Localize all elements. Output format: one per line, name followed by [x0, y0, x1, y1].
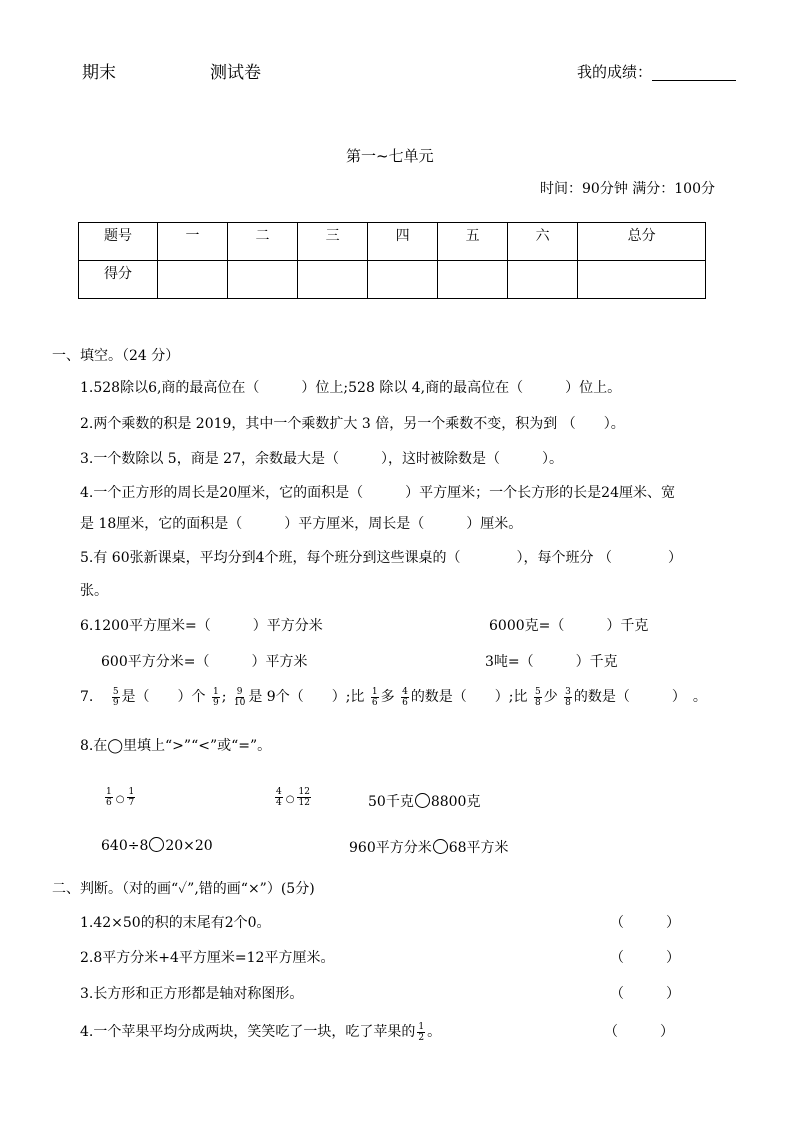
question-1-6b: 6000克=（ ）千克 [489, 618, 649, 634]
question-1-2: 2.两个乘数的积是 2019，其中一个乘数扩大 3 倍，另一个乘数不变，积为到 （ ）。 [80, 416, 625, 432]
q7-text: 少 [543, 689, 558, 705]
fraction: $\frac{4}{6}$ [402, 686, 408, 708]
compare-right: 8800克 [430, 794, 481, 810]
q7-text: 的数是（ ） 。 [573, 689, 707, 705]
q7-text: ; [221, 689, 227, 705]
score-table-row-score [79, 261, 706, 299]
compare-circle[interactable] [415, 793, 430, 808]
score-input-cell[interactable] [298, 261, 368, 299]
score-input-cell[interactable] [578, 261, 706, 299]
fraction: $\frac{5}{8}$ [534, 686, 541, 708]
score-cell: 六 [508, 223, 578, 261]
score-label: 我的成绩： [577, 63, 653, 81]
header-left-1: 期末 [82, 63, 116, 83]
score-input-cell[interactable] [508, 261, 578, 299]
fraction: $\frac{1}{2}$ [418, 1021, 425, 1043]
question-1-8: 8.在◯里填上“>”“<”或“=”。 [80, 738, 272, 754]
fraction: $\frac{1}{6}$ [371, 686, 378, 708]
score-cell: 五 [438, 223, 508, 261]
judge-2-answer[interactable]: （ ） [610, 950, 680, 966]
score-cell: 一 [158, 223, 228, 261]
score-cell: 四 [368, 223, 438, 261]
judge-1: 1.42×50的积的末尾有2个0。 [80, 915, 271, 931]
fraction: $\frac{4}{4}$ [276, 787, 282, 808]
fraction: $\frac{1}{6}$ [106, 787, 112, 808]
fraction: $\frac{5}{9}$ [112, 686, 119, 708]
judge-3-answer[interactable]: （ ） [610, 986, 680, 1002]
compare-right: 20×20 [165, 838, 213, 854]
score-table [78, 222, 706, 299]
q7-text: 多 [380, 689, 395, 705]
question-1-1: 1.528除以6,商的最高位在（ ）位上;528 除以 4,商的最高位在（ ）位上。 [80, 380, 622, 396]
question-1-5a: 5.有 60张新课桌，平均分到4个班，每个班分到这些课桌的（ ），每个班分 （ ） [80, 550, 682, 566]
question-1-5b: 张。 [80, 583, 108, 599]
time-info: 时间：90分钟 满分：100分 [540, 181, 715, 197]
section2-heading: 二、判断。（对的画“✓”,错的画“×”）(5分) [52, 881, 315, 897]
compare-1 [103, 787, 137, 808]
judge-3: 3.长方形和正方形都是轴对称图形。 [80, 986, 304, 1002]
fraction: $\frac{12}{12}$ [298, 787, 310, 808]
fraction: $\frac{1}{9}$ [213, 686, 219, 708]
q7-text: 是 9个（ ）;比 [248, 689, 365, 705]
compare-circle[interactable]: ○ [285, 793, 295, 805]
score-field [577, 61, 736, 82]
score-cell: 三 [298, 223, 368, 261]
fraction: $\frac{3}{8}$ [565, 686, 571, 708]
judge-2: 2.8平方分米+4平方厘米=12平方厘米。 [80, 950, 335, 966]
score-blank [652, 64, 736, 81]
page-title: 第一~七单元 [346, 147, 434, 165]
question-1-4b: 是 18厘米，它的面积是（ ）平方厘米，周长是（ ）厘米。 [80, 516, 523, 532]
score-input-cell[interactable] [228, 261, 298, 299]
question-1-3: 3.一个数除以 5，商是 27，余数最大是（ ），这时被除数是（ ）。 [80, 451, 563, 467]
compare-2 [273, 787, 313, 808]
score-input-cell[interactable] [158, 261, 228, 299]
judge-1-answer[interactable]: （ ） [610, 915, 680, 931]
compare-4 [101, 837, 213, 854]
score-cell: 总分 [578, 223, 706, 261]
judge-4-text: 4.一个苹果平均分成两块，笑笑吃了一块，吃了苹果的 [80, 1024, 416, 1040]
judge-4-end: 。 [427, 1024, 442, 1040]
question-1-4a: 4.一个正方形的周长是20厘米，它的面积是（ ）平方厘米；一个长方形的长是24厘米、宽 [80, 485, 675, 501]
question-1-6a: 6.1200平方厘米=（ ）平方分米 [80, 618, 323, 634]
score-cell: 二 [228, 223, 298, 261]
q7-text: 的数是（ ）;比 [410, 689, 528, 705]
question-1-6c: 600平方分米=（ ）平方米 [101, 654, 308, 670]
judge-4-answer[interactable]: （ ） [604, 1024, 674, 1040]
score-cell: 题号 [79, 223, 158, 261]
fraction: $\frac{1}{7}$ [128, 787, 135, 808]
judge-4 [80, 1021, 441, 1043]
compare-3 [368, 791, 480, 811]
compare-5 [349, 837, 509, 857]
score-cell: 得分 [79, 261, 158, 299]
q7-text: 是（ ）个 [121, 689, 206, 705]
compare-left: 50千克 [368, 794, 414, 810]
fraction: $\frac{9}{10}$ [233, 686, 246, 708]
q7-text: 7. [80, 689, 94, 705]
compare-circle[interactable] [433, 839, 448, 854]
compare-circle[interactable] [149, 837, 164, 852]
compare-left: 960平方分米 [349, 840, 432, 856]
question-1-7 [80, 686, 707, 708]
score-input-cell[interactable] [438, 261, 508, 299]
section1-heading: 一、填空。（24 分） [52, 348, 180, 364]
compare-left: 640÷8 [101, 838, 149, 854]
compare-right: 68平方米 [448, 840, 509, 856]
header-left-2: 测试卷 [210, 63, 261, 83]
score-table-row-header [79, 223, 706, 261]
compare-circle[interactable]: ○ [115, 793, 125, 805]
question-1-6d: 3吨=（ ）千克 [485, 654, 618, 670]
score-input-cell[interactable] [368, 261, 438, 299]
